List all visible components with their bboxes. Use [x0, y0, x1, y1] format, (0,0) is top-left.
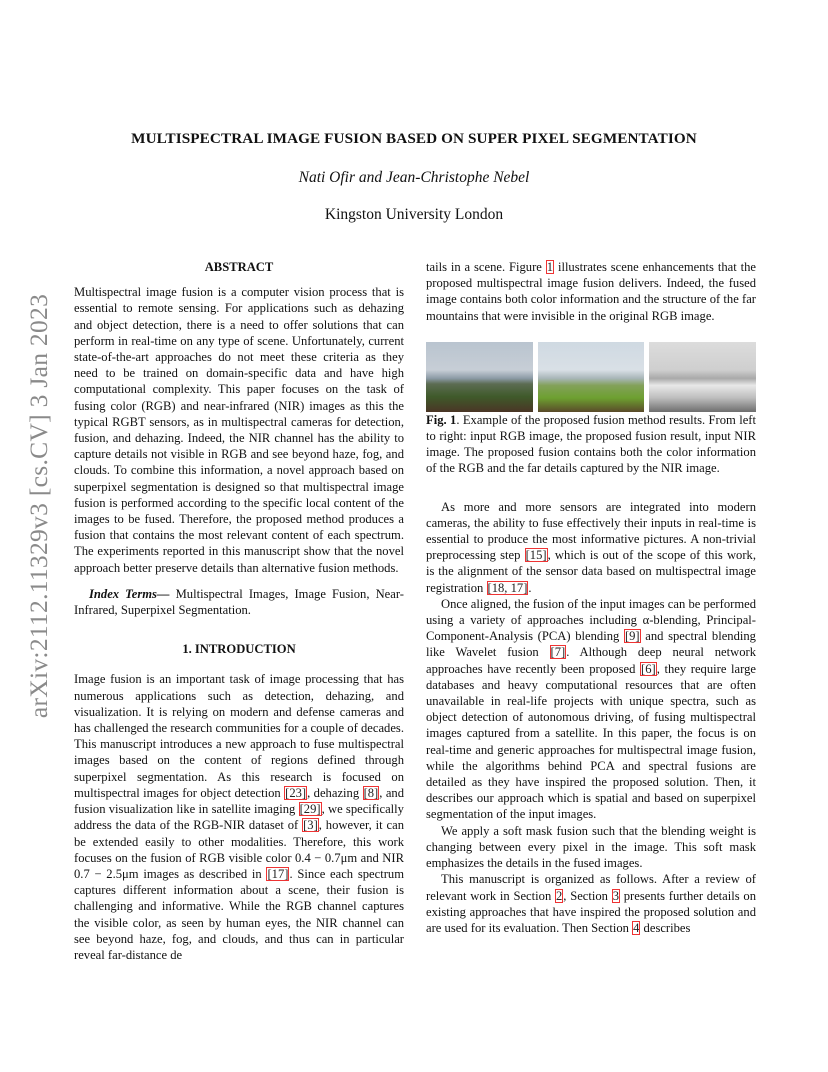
intro-text-c: , and fusion visualization like in satellite imaging — [74, 785, 404, 817]
citation-7[interactable]: [7] — [550, 645, 566, 660]
intro-text-b: , dehazing — [307, 785, 363, 800]
right-column — [426, 259, 756, 936]
paper-affiliation: Kingston University London — [324, 206, 504, 223]
citation-6[interactable]: [6] — [641, 661, 656, 676]
figure-1 — [426, 342, 756, 412]
intro-cont-a: tails in a scene. Figure — [426, 260, 546, 274]
intro-text-a: Image fusion is an important task of image processing that has numerous applications such as detection, dehazing, and visualization. It is relying on modern and defense cameras and has challenged the research communities for a couple of decades. This manuscript introduces a new approach to fuse multispectral images based on the content of regions defined through superpixel segmentation. As this research is focused on multispectral images for object detection — [74, 672, 404, 800]
figure-label: Fig. 1 — [426, 412, 457, 427]
intro-cont-b: illustrates scene enhancements that the proposed multispectral image fusion delivers. Indeed, the fused image contains both color information and the structure of the far mountains that were invisible in the original RGB image. — [426, 260, 756, 323]
paragraph-sensors — [426, 499, 756, 596]
index-terms-text: Multispectral Images, Image Fusion, Near-Infrared, Superpixel Segmentation. — [74, 586, 404, 618]
citation-17[interactable]: [17] — [267, 866, 289, 881]
arxiv-stamp — [14, 293, 64, 719]
intro-heading: 1. INTRODUCTION — [182, 642, 296, 657]
section-4-link[interactable]: 4 — [633, 920, 640, 935]
figure-rgb-image — [426, 342, 533, 412]
p3-text-c: . Although deep neural network approaches have recently been proposed — [426, 645, 757, 676]
paragraph-organization — [426, 871, 756, 936]
intro-text-d: , we specifically address the data of the RGB-NIR dataset of — [74, 802, 404, 833]
citation-23[interactable]: [23] — [285, 785, 307, 800]
citation-15[interactable]: [15] — [525, 548, 547, 563]
paragraph-soft-mask: We apply a soft mask fusion such that the blending weight is changing between every pixel in the image. This soft mask emphasizes the details in the fused images. — [426, 823, 756, 871]
intro-text-f: . Since each spectrum captures different information about a scene, their fusion is challenging and informative. While the RGB channel captures the visible color, as seen by human eyes, the NIR channel can see beyond haze, fog, and clouds, and thus can in particular reveal far-distance de — [74, 866, 404, 962]
p2-text-b: , which is out of the scope of this work, is the alignment of the sensor data based on multispectral image registration — [426, 548, 756, 595]
p3-text-d: , they require large databases and heavy computational resources that are often unavailable in real-life projects with unique spectra, such as object detection of autonomous driving, of fusing multispectral images captured from a satellite. In this paper, the focus is on real-time and generic approaches for multispectral image fusion, while the algorithms behind PCA and spectral fusions are detailed as they have inspired the proposed solution. Then, it describes our approach which is spatial and based on superpixel segmentation of the input images. — [426, 661, 756, 822]
citation-8[interactable]: [8] — [363, 785, 379, 800]
section-2-link[interactable]: 2 — [556, 888, 563, 903]
figure-caption-text: . Example of the proposed fusion method results. From left to right: input RGB image, the proposed fusion result, input NIR image. The proposed fusion contains both the color information of the RGB and the far details captured by the NIR image. — [426, 412, 756, 476]
abstract-text: Multispectral image fusion is a computer vision process that is essential to remote sensing. For applications such as dehazing and object detection, there is a need to offer solutions that can perform in real-time on any type of scene. Unfortunately, current state-of-the-art approaches do not meet these criteria as they need to be trained on domain-specific data and have high computational complexity. This paper focuses on the task of fusing color (RGB) and near-infrared (NIR) images as this the typical RGBT sensors, as in multispectral cameras for detection, fusion, and dehazing. Indeed, the NIR channel has the ability to capture details not visible in RGB and see beyond haze, fog, and clouds. To combine this information, a novel approach based on superpixel segmentation is designed so that multispectral image fusion is performed according to the specific local content of the images to be fused. Therefore, the proposed method produces a fusion that contains the most relevant content of each spectrum. The experiments reported in this manuscript show that the novel approach better preserve details than alternative fusion methods. — [74, 285, 404, 575]
paper-authors: Nati Ofir and Jean-Christophe Nebel — [298, 169, 530, 186]
p3-text-b: and spectral blending like Wavelet fusion — [426, 629, 756, 660]
section-3-link[interactable]: 3 — [612, 888, 620, 903]
intro-paragraph — [74, 671, 404, 963]
p3-text-a: Once aligned, the fusion of the input images can be performed using a variety of approaches including α-blending, Principal-Component-Analysis (PCA) blending — [426, 596, 756, 644]
figure-fusion-image — [538, 342, 645, 412]
p2-text-c: . — [528, 580, 532, 595]
abstract-heading: ABSTRACT — [204, 260, 274, 274]
citation-3[interactable]: [3] — [303, 818, 318, 833]
p5-text-b: , Section — [563, 888, 612, 903]
index-terms-label: Index Terms— — [89, 586, 170, 601]
arxiv-stamp-text: arXiv:2112.11329v3 [cs.CV] 3 Jan 2023 — [24, 293, 53, 719]
p5-text-a: This manuscript is organized as follows. After a review of relevant work in Section — [426, 872, 756, 903]
p5-text-d: describes — [640, 920, 691, 935]
paper-title: MULTISPECTRAL IMAGE FUSION BASED ON SUPER PIXEL SEGMENTATION — [131, 130, 697, 147]
left-column — [74, 259, 404, 963]
citation-9[interactable]: [9] — [624, 629, 640, 644]
index-terms — [74, 586, 404, 618]
figure-1-link[interactable]: 1 — [546, 260, 554, 274]
citation-18-17[interactable]: [18, 17] — [487, 580, 528, 595]
figure-caption — [426, 412, 756, 477]
p2-text-a: As more and more sensors are integrated into modern cameras, the ability to fuse effectively their inputs in real-time is essential to produce the most informative pictures. A non-trivial preprocessing step — [426, 499, 756, 563]
intro-text-e: , however, it can be extended easily to other modalities. Therefore, this work focuses on the fusion of RGB visible color 0.4 − 0.7μm and NIR 0.7 − 2.5μm images as described in — [74, 818, 404, 881]
citation-29[interactable]: [29] — [299, 802, 321, 817]
p5-text-c: presents further details on existing approaches that have inspired the proposed solution and are used for its evaluation. Then Section — [426, 888, 756, 935]
figure-nir-image — [649, 342, 756, 412]
intro-continued — [426, 259, 756, 324]
paragraph-fusion — [426, 596, 756, 823]
